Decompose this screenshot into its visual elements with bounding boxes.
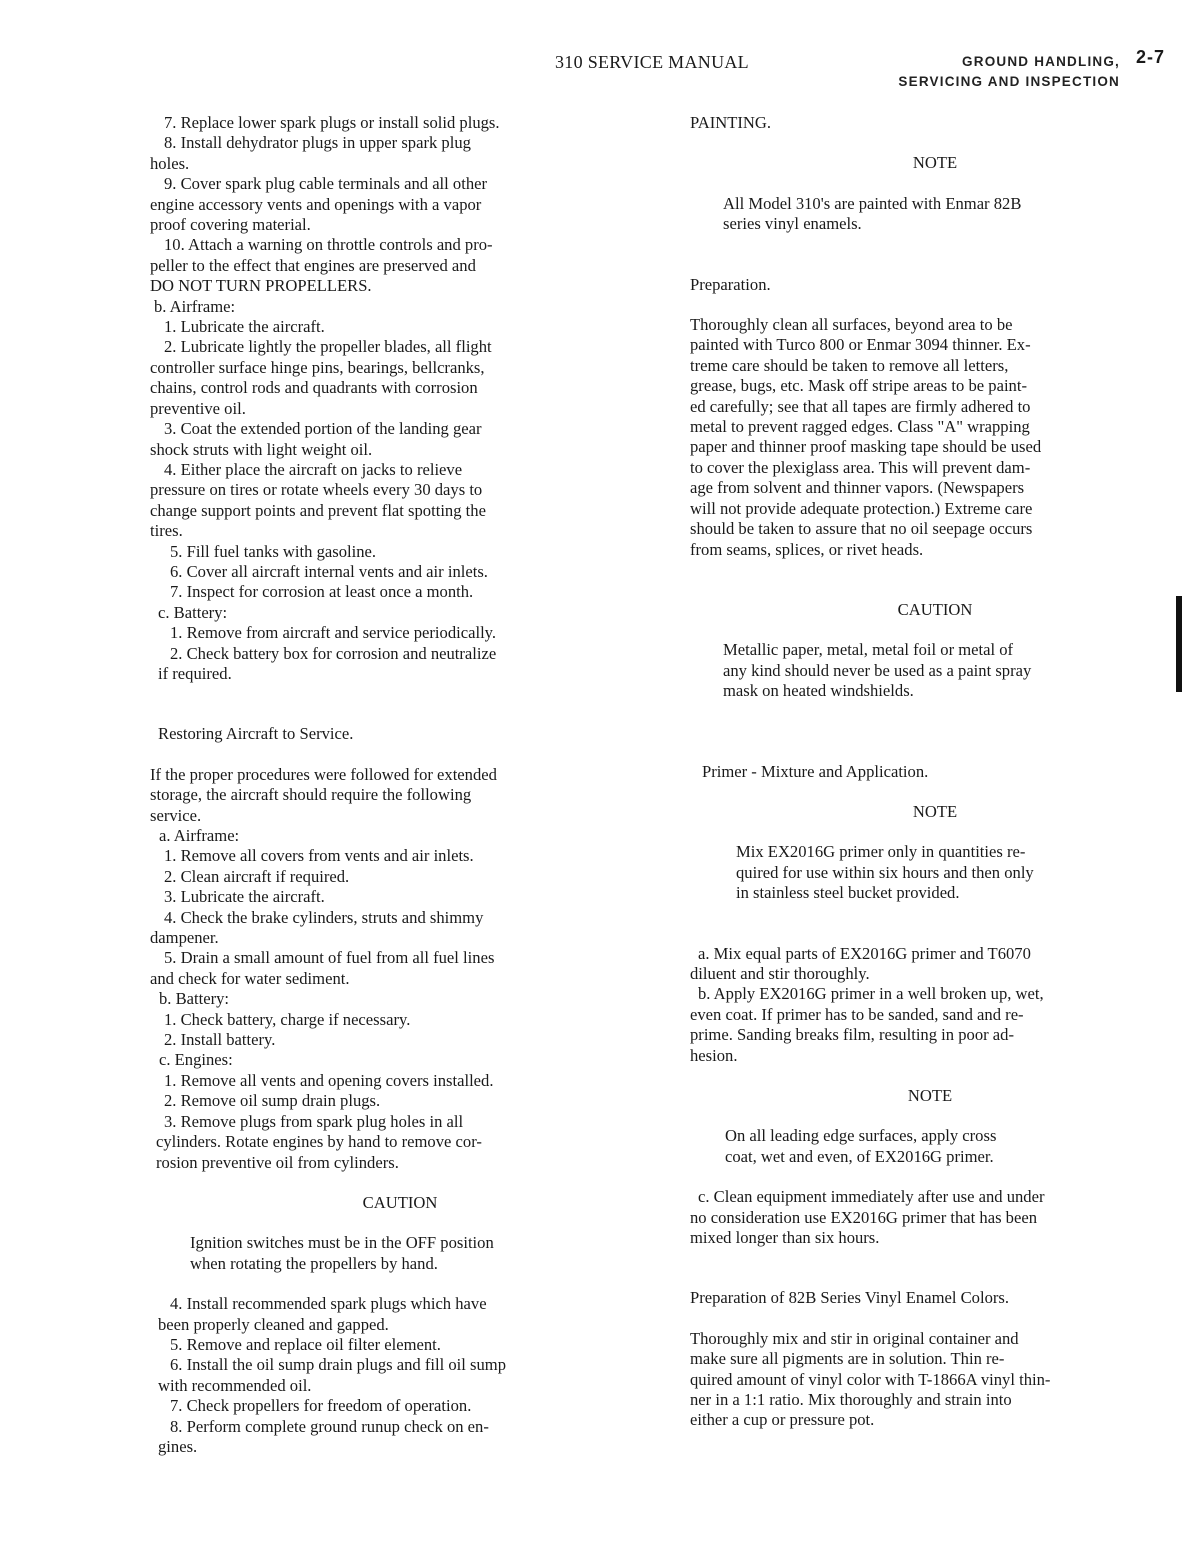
primer-steps xyxy=(690,944,1180,1066)
text-line: painted with Turco 800 or Enmar 3094 thinner. Ex- xyxy=(690,335,1031,355)
text-line: 1. Check battery, charge if necessary. xyxy=(164,1009,411,1029)
text-line: 10. Attach a warning on throttle controls and pro- xyxy=(164,235,493,255)
caution-title: CAUTION xyxy=(897,599,973,619)
text-line: 2. Clean aircraft if required. xyxy=(164,866,350,886)
text-line: quired for use within six hours and then only xyxy=(736,862,1034,882)
page-number: 2-7 xyxy=(1136,47,1166,67)
text-line: been properly cleaned and gapped. xyxy=(158,1314,389,1334)
text-line: cylinders. Rotate engines by hand to remove cor- xyxy=(156,1132,482,1152)
text-line: 9. Cover spark plug cable terminals and all other xyxy=(164,174,488,194)
left-column xyxy=(150,113,650,1457)
text-line: 7. Inspect for corrosion at least once a month. xyxy=(170,582,474,602)
note-title: NOTE xyxy=(907,1086,953,1105)
text-line: Mix EX2016G primer only in quantities re- xyxy=(736,842,1026,862)
enamel-heading: Preparation of 82B Series Vinyl Enamel Colors. xyxy=(690,1288,1009,1308)
text-line: shock struts with light weight oil. xyxy=(150,439,373,459)
manual-title: 310 SERVICE MANUAL xyxy=(555,52,749,72)
text-line: 7. Check propellers for freedom of operation. xyxy=(170,1396,472,1416)
note-text xyxy=(690,1126,1180,1167)
text-line: make sure all pigments are in solution. Thin re- xyxy=(690,1349,1005,1369)
text-line: b. Airframe: xyxy=(154,296,236,316)
caution-title: CAUTION xyxy=(362,1192,438,1212)
text-line: ed carefully; see that all tapes are firmly adhered to xyxy=(690,396,1031,416)
text-line: will not provide adequate protection.) Extreme care xyxy=(690,498,1033,518)
text-line: 8. Install dehydrator plugs in upper spark plug xyxy=(164,133,471,153)
text-line: dampener. xyxy=(150,928,219,948)
text-line: series vinyl enamels. xyxy=(723,214,862,234)
text-line: 1. Lubricate the aircraft. xyxy=(164,317,325,337)
text-line: engine accessory vents and openings with a vapor xyxy=(150,194,482,214)
text-line: mixed longer than six hours. xyxy=(690,1228,880,1248)
text-line: 3. Lubricate the aircraft. xyxy=(164,887,325,907)
text-line: quired amount of vinyl color with T-1866A vinyl thin- xyxy=(690,1369,1051,1389)
text-line: c. Clean equipment immediately after use and under xyxy=(698,1187,1045,1207)
preparation-heading: Preparation. xyxy=(690,274,771,294)
text-line: pressure on tires or rotate wheels every 30 days to xyxy=(150,480,483,500)
text-line: a. Mix equal parts of EX2016G primer and T6070 xyxy=(698,943,1031,963)
text-line: treme care should be taken to remove all letters, xyxy=(690,355,1009,375)
text-line: proof covering material. xyxy=(150,215,311,235)
section-title-line-1: GROUND HANDLING, xyxy=(962,54,1120,69)
text-line: holes. xyxy=(150,153,190,173)
restoring-procedure xyxy=(150,765,650,1173)
text-line: Ignition switches must be in the OFF position xyxy=(190,1233,494,1253)
text-line: rosion preventive oil from cylinders. xyxy=(156,1152,399,1172)
text-line: Thoroughly mix and stir in original container and xyxy=(690,1328,1019,1348)
text-line: 2. Install battery. xyxy=(164,1030,276,1050)
text-line: 1. Remove all vents and opening covers installed. xyxy=(164,1070,494,1090)
text-line: 2. Lubricate lightly the propeller blades, all flight xyxy=(164,337,492,357)
caution-text xyxy=(690,640,1180,701)
text-line: prime. Sanding breaks film, resulting in poor ad- xyxy=(690,1025,1014,1045)
enamel-text xyxy=(690,1329,1180,1431)
text-line: preventive oil. xyxy=(150,398,246,418)
text-line: tires. xyxy=(150,521,183,541)
text-line: controller surface hinge pins, bearings, bellcranks, xyxy=(150,357,485,377)
text-line: 5. Remove and replace oil filter element. xyxy=(170,1334,441,1354)
text-line: age from solvent and thinner vapors. (Newspapers xyxy=(690,478,1025,498)
note-text xyxy=(690,842,1180,903)
text-line: when rotating the propellers by hand. xyxy=(190,1253,438,1273)
text-line: c. Engines: xyxy=(159,1050,233,1070)
caution-text xyxy=(150,1233,650,1274)
text-line: a. Airframe: xyxy=(159,826,240,845)
primer-heading: Primer - Mixture and Application. xyxy=(702,761,929,781)
text-line: If the proper procedures were followed for extended xyxy=(150,764,497,784)
preparation-text xyxy=(690,315,1180,560)
storage-procedure xyxy=(150,113,650,684)
text-line: 4. Install recommended spark plugs which have xyxy=(170,1294,487,1314)
text-line: storage, the aircraft should require the following xyxy=(150,785,472,805)
text-line: with recommended oil. xyxy=(158,1375,312,1395)
text-line: hesion. xyxy=(690,1045,738,1065)
text-line: from seams, splices, or rivet heads. xyxy=(690,539,924,559)
text-line: metal to prevent ragged edges. Class "A" wrapping xyxy=(690,417,1030,437)
text-line: chains, control rods and quadrants with corrosion xyxy=(150,378,478,398)
text-line: if required. xyxy=(158,663,232,683)
text-line: 8. Perform complete ground runup check on en- xyxy=(170,1416,489,1436)
text-line: no consideration use EX2016G primer that has been xyxy=(690,1207,1037,1227)
text-line: b. Apply EX2016G primer in a well broken up, wet, xyxy=(698,984,1044,1004)
text-line: 3. Remove plugs from spark plug holes in all xyxy=(164,1111,464,1131)
text-line: 6. Cover all aircraft internal vents and air inlets. xyxy=(170,561,488,581)
section-title-line-2: SERVICING AND INSPECTION xyxy=(898,74,1120,89)
text-line: to cover the plexiglass area. This will prevent dam- xyxy=(690,457,1031,477)
text-line: 7. Replace lower spark plugs or install solid plugs. xyxy=(164,113,500,132)
text-line: and check for water sediment. xyxy=(150,968,350,988)
primer-step-c xyxy=(690,1187,1180,1248)
right-column xyxy=(690,113,1180,1431)
text-line: DO NOT TURN PROPELLERS. xyxy=(150,276,372,296)
note-title: NOTE xyxy=(912,801,958,821)
text-line: any kind should never be used as a paint spray xyxy=(723,660,1032,680)
text-line: Thoroughly clean all surfaces, beyond area to be xyxy=(690,315,1013,335)
note-text xyxy=(690,194,1180,235)
text-line: ner in a 1:1 ratio. Mix thoroughly and strain into xyxy=(690,1390,1012,1410)
text-line: 6. Install the oil sump drain plugs and fill oil sump xyxy=(170,1355,506,1375)
text-line: 5. Drain a small amount of fuel from all fuel lines xyxy=(164,948,495,968)
text-line: 2. Check battery box for corrosion and neutralize xyxy=(170,643,497,663)
text-line: b. Battery: xyxy=(159,989,230,1009)
text-line: service. xyxy=(150,805,202,825)
text-line: peller to the effect that engines are preserved and xyxy=(150,255,476,275)
text-line: 5. Fill fuel tanks with gasoline. xyxy=(170,541,377,561)
text-line: 4. Check the brake cylinders, struts and shimmy xyxy=(164,907,484,927)
final-steps xyxy=(150,1294,650,1457)
text-line: should be taken to assure that no oil seepage occurs xyxy=(690,519,1033,539)
text-line: change support points and prevent flat spotting the xyxy=(150,500,486,520)
text-line: paper and thinner proof masking tape should be used xyxy=(690,437,1042,457)
text-line: diluent and stir thoroughly. xyxy=(690,963,870,983)
text-line: 3. Coat the extended portion of the landing gear xyxy=(164,419,482,439)
text-line: even coat. If primer has to be sanded, sand and re- xyxy=(690,1004,1024,1024)
text-line: 2. Remove oil sump drain plugs. xyxy=(164,1091,381,1111)
revision-change-bar xyxy=(1176,596,1182,692)
text-line: either a cup or pressure pot. xyxy=(690,1410,875,1430)
text-line: mask on heated windshields. xyxy=(723,681,914,701)
text-line: On all leading edge surfaces, apply cross xyxy=(725,1126,997,1146)
text-line: 1. Remove from aircraft and service periodically. xyxy=(170,623,497,643)
section-title xyxy=(850,52,1120,92)
text-line: 1. Remove all covers from vents and air inlets. xyxy=(164,846,474,866)
restoring-heading: Restoring Aircraft to Service. xyxy=(158,724,354,744)
painting-heading: PAINTING. xyxy=(690,113,771,132)
text-line: in stainless steel bucket provided. xyxy=(736,883,960,903)
text-line: gines. xyxy=(158,1436,198,1456)
text-line: All Model 310's are painted with Enmar 82B xyxy=(723,193,1022,213)
text-line: coat, wet and even, of EX2016G primer. xyxy=(725,1146,994,1166)
text-line: grease, bugs, etc. Mask off stripe areas to be paint- xyxy=(690,376,1027,396)
text-line: 4. Either place the aircraft on jacks to relieve xyxy=(164,459,463,479)
note-title: NOTE xyxy=(912,153,958,173)
text-line: c. Battery: xyxy=(158,602,228,622)
text-line: Metallic paper, metal, metal foil or metal of xyxy=(723,640,1014,660)
